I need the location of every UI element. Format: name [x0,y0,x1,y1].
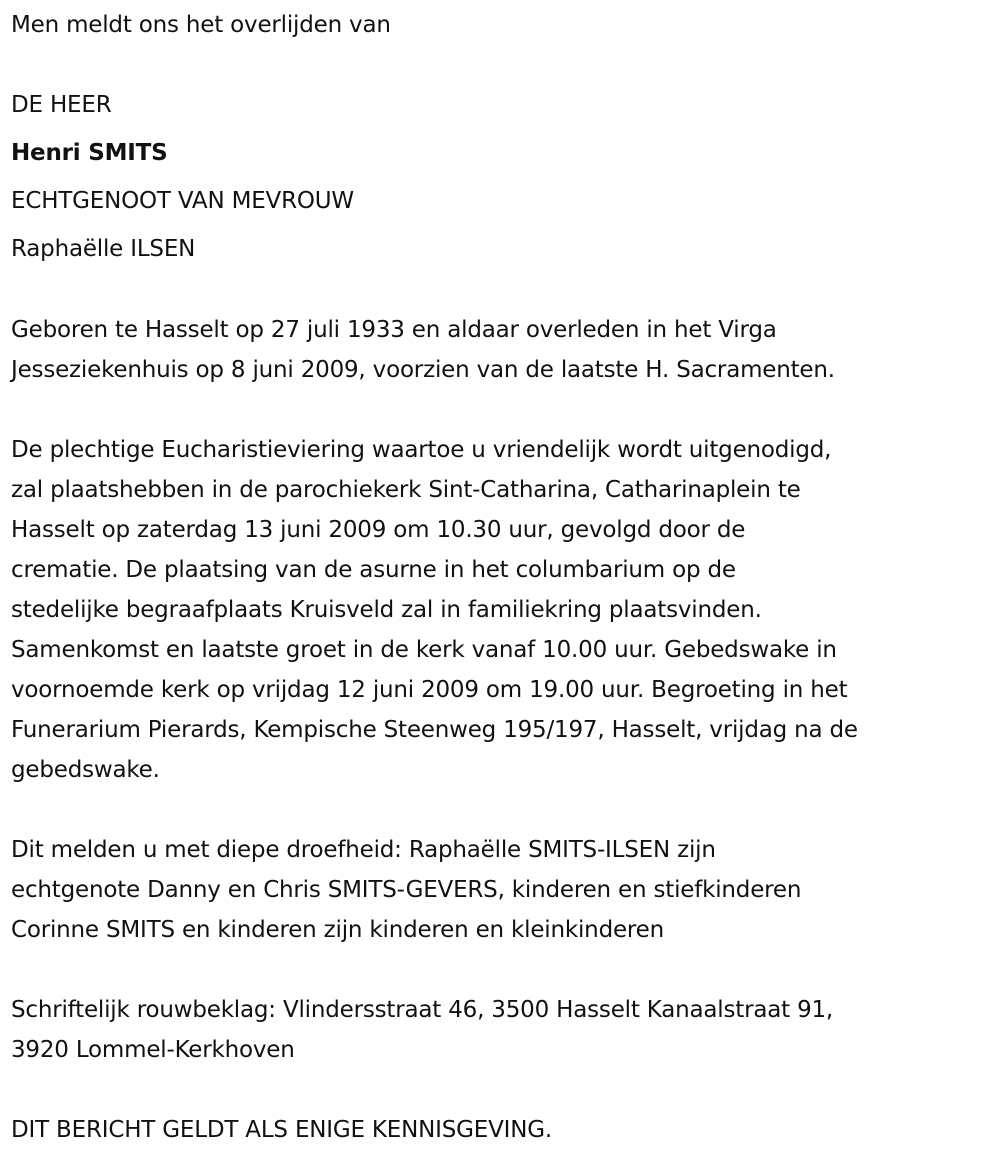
paragraph-line: Jesseziekenhuis op 8 juni 2009, voorzien van de laatste H. Sacramenten. [11,357,835,383]
ceremony-paragraph [11,430,996,790]
intro-line: Men meldt ons het overlijden van [11,12,391,38]
paragraph-line: echtgenote Danny en Chris SMITS-GEVERS, kinderen en stiefkinderen [11,877,802,903]
deceased-name: Henri SMITS [11,140,168,166]
paragraph-line: gebedswake. [11,757,160,783]
paragraph-line: Schriftelijk rouwbeklag: Vlindersstraat 46, 3500 Hasselt Kanaalstraat 91, [11,997,834,1023]
paragraph-line: Dit melden u met diepe droefheid: Raphaëlle SMITS-ILSEN zijn [11,837,716,863]
paragraph-line: crematie. De plaatsing van de asurne in het columbarium op de [11,557,736,583]
paragraph-line: Funerarium Pierards, Kempische Steenweg 195/197, Hasselt, vrijdag na de [11,717,858,743]
paragraph-line: Hasselt op zaterdag 13 juni 2009 om 10.30 uur, gevolgd door de [11,517,746,543]
paragraph-line: voornoemde kerk op vrijdag 12 juni 2009 om 19.00 uur. Begroeting in het [11,677,848,703]
paragraph-line: De plechtige Eucharistieviering waartoe u vriendelijk wordt uitgenodigd, [11,437,832,463]
closing-line: DIT BERICHT GELDT ALS ENIGE KENNISGEVING. [11,1117,552,1143]
spouse-name: Raphaëlle ILSEN [11,236,196,262]
condolences-paragraph [11,990,996,1070]
paragraph-line: 3920 Lommel-Kerkhoven [11,1037,295,1063]
title-line: DE HEER [11,92,112,118]
paragraph-line: Samenkomst en laatste groet in de kerk vanaf 10.00 uur. Gebedswake in [11,637,837,663]
spouse-label: ECHTGENOOT VAN MEVROUW [11,188,354,214]
paragraph-line: stedelijke begraafplaats Kruisveld zal in familiekring plaatsvinden. [11,597,762,623]
paragraph-line: Corinne SMITS en kinderen zijn kinderen en kleinkinderen [11,917,664,943]
family-paragraph [11,830,996,950]
paragraph-line: Geboren te Hasselt op 27 juli 1933 en aldaar overleden in het Virga [11,317,777,343]
birth-death-paragraph [11,310,996,390]
paragraph-line: zal plaatshebben in de parochiekerk Sint-Catharina, Catharinaplein te [11,477,801,503]
